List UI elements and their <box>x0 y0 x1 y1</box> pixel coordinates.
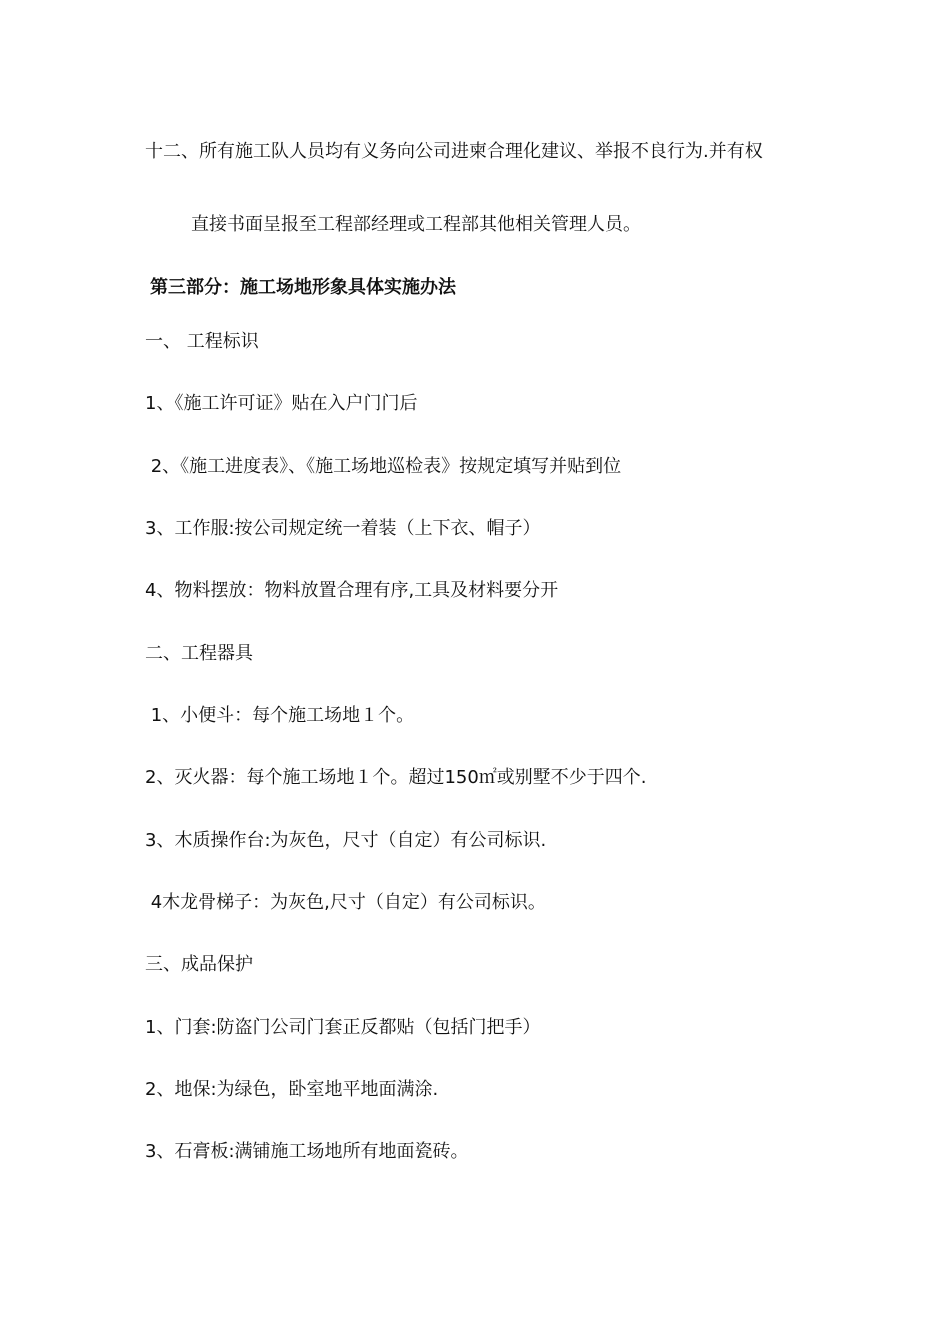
section-2-item: 1、小便斗：每个施工场地１个。 <box>145 705 415 726</box>
section-2-item: 3、木质操作台:为灰色，尺寸（自定）有公司标识. <box>145 830 547 851</box>
clause-12-line-1: 十二、所有施工队人员均有义务向公司进柬合理化建议、举报不良行为.并有权 <box>145 141 763 162</box>
section-1-item: 1、《施工许可证》贴在入户门门后 <box>145 393 418 414</box>
section-3-item: 3、石膏板:满铺施工场地所有地面瓷砖。 <box>145 1141 469 1162</box>
section-2-item: 4木龙骨梯子：为灰色,尺寸（自定）有公司标识。 <box>145 892 546 913</box>
section-3-item: 2、地保:为绿色，卧室地平地面满涂. <box>145 1079 439 1100</box>
section-1-item: 4、物料摆放：物料放置合理有序,工具及材料要分开 <box>145 580 559 601</box>
section-3-item: 1、门套:防盗门公司门套正反都贴（包括门把手） <box>145 1017 541 1038</box>
part-3-heading: 第三部分：施工场地形象具体实施办法 <box>150 277 456 298</box>
section-3-title: 三、成品保护 <box>145 954 253 975</box>
section-1-title: 一、 工程标识 <box>145 331 259 352</box>
clause-12-line-2: 直接书面呈报至工程部经理或工程部其他相关管理人员。 <box>191 214 641 235</box>
section-2-title: 二、工程器具 <box>145 643 253 664</box>
section-1-item: 2、《施工进度表》、《施工场地巡检表》按规定填写并贴到位 <box>145 456 622 477</box>
section-1-item: 3、工作服:按公司规定统一着装（上下衣、帽子） <box>145 518 541 539</box>
section-2-item: 2、灭火器：每个施工场地１个。超过150㎡或别墅不少于四个. <box>145 767 647 788</box>
